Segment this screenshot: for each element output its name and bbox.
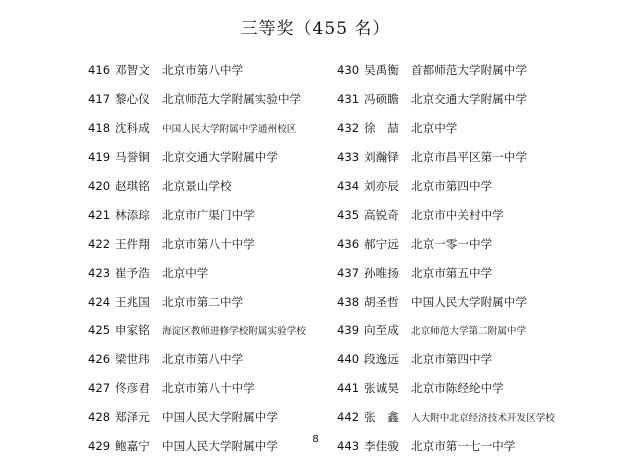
school-name: 海淀区教师进修学校附属实验学校 (162, 326, 306, 338)
student-name: 王件翔 (115, 236, 150, 251)
student-name: 申家铭 (115, 323, 150, 338)
school-name: 北京市第五中学 (411, 265, 493, 280)
award-entry (88, 258, 333, 287)
award-entry (88, 345, 333, 374)
student-name: 张诚昊 (364, 381, 399, 396)
entry-number: 419 (88, 150, 111, 165)
school-name: 北京师范大学附属实验中学 (162, 92, 302, 107)
entry-number: 428 (88, 410, 111, 425)
entry-number: 429 (88, 439, 111, 454)
school-name: 北京交通大学附属中学 (162, 150, 278, 165)
student-name: 马誉铜 (115, 150, 150, 165)
school-name: 北京市第八十中学 (162, 236, 255, 251)
entry-number: 430 (337, 63, 360, 78)
entry-number: 421 (88, 207, 111, 222)
entry-number: 432 (337, 121, 360, 136)
student-name: 刘亦辰 (364, 179, 399, 193)
student-name: 佟彦君 (115, 381, 150, 396)
award-entry (88, 143, 333, 172)
entry-number: 418 (88, 121, 111, 136)
award-list-right-column (337, 56, 602, 460)
page-number: 8 (312, 434, 319, 445)
student-name: 冯硕瞻 (364, 92, 399, 107)
student-name: 赵琪铭 (115, 179, 150, 193)
student-name: 鲍嘉宁 (115, 439, 150, 454)
award-entry (337, 114, 602, 143)
school-name: 北京市中关村中学 (411, 207, 504, 222)
school-name: 北京市第八十中学 (162, 381, 255, 396)
student-name: 黎心仪 (115, 92, 150, 107)
school-name: 北京市第八中学 (162, 352, 244, 367)
student-name: 李佳骏 (364, 439, 399, 454)
student-name: 孙唯扬 (364, 265, 399, 280)
school-name: 中国人民大学附属中学 (411, 294, 527, 309)
student-name: 梁世玮 (115, 352, 150, 367)
entry-number: 420 (88, 179, 111, 193)
award-entry (88, 200, 333, 229)
award-entry (337, 403, 602, 432)
entry-number: 424 (88, 294, 111, 309)
school-name: 北京市陈经纶中学 (411, 381, 504, 396)
award-entry (88, 287, 333, 316)
entry-number: 443 (337, 439, 360, 454)
school-name: 北京中学 (162, 265, 209, 280)
award-list-left-column (88, 56, 333, 460)
entry-number: 440 (337, 352, 360, 367)
student-name: 郑泽元 (115, 410, 150, 425)
award-entry (88, 56, 333, 85)
student-name: 王兆国 (115, 294, 150, 309)
entry-number: 431 (337, 92, 360, 107)
entry-number: 435 (337, 207, 360, 222)
award-entry (88, 316, 333, 345)
school-name: 北京市第一七一中学 (411, 439, 516, 454)
school-name: 中国人民大学附属中学通州校区 (162, 124, 297, 136)
page-title: 三等奖（455 名） (240, 19, 391, 39)
award-entry (337, 287, 602, 316)
award-entry (88, 172, 333, 201)
entry-number: 425 (88, 323, 111, 338)
entry-number: 433 (337, 150, 360, 165)
student-name: 沈科成 (115, 121, 150, 136)
entry-number: 438 (337, 294, 360, 309)
student-name: 段逸远 (364, 352, 399, 367)
school-name: 北京交通大学附属中学 (411, 92, 527, 107)
school-name: 北京市第四中学 (411, 179, 493, 193)
award-entry (337, 200, 602, 229)
award-entry (88, 229, 333, 258)
student-name: 徐 喆 (364, 121, 399, 136)
school-name: 北京市广渠门中学 (162, 207, 255, 222)
school-name: 北京中学 (411, 121, 458, 136)
award-entry (88, 114, 333, 143)
student-name: 张 鑫 (364, 410, 399, 425)
award-entry (337, 143, 602, 172)
school-name: 北京市第八中学 (162, 63, 244, 78)
student-name: 刘瀚铎 (364, 150, 399, 165)
award-entry (337, 258, 602, 287)
entry-number: 426 (88, 352, 111, 367)
school-name: 北京景山学校 (162, 179, 232, 193)
school-name: 北京市第二中学 (162, 294, 244, 309)
entry-number: 422 (88, 236, 111, 251)
award-entry (337, 374, 602, 403)
school-name: 北京市第四中学 (411, 352, 493, 367)
school-name: 人大附中北京经济技术开发区学校 (411, 413, 555, 425)
entry-number: 436 (337, 236, 360, 251)
student-name: 高锐奇 (364, 207, 399, 222)
entry-number: 416 (88, 63, 111, 78)
school-name: 中国人民大学附属中学 (162, 439, 278, 454)
student-name: 邓智文 (115, 63, 150, 78)
award-entry (337, 56, 602, 85)
award-entry (88, 374, 333, 403)
school-name: 北京师范大学第二附属中学 (411, 326, 527, 338)
entry-number: 439 (337, 323, 360, 338)
student-name: 崔予浩 (115, 265, 150, 280)
student-name: 向至成 (364, 323, 399, 338)
award-entry (337, 229, 602, 258)
entry-number: 441 (337, 381, 360, 396)
entry-number: 427 (88, 381, 111, 396)
entry-number: 423 (88, 265, 111, 280)
student-name: 郝宁远 (364, 236, 399, 251)
entry-number: 434 (337, 179, 360, 193)
student-name: 胡圣哲 (364, 294, 399, 309)
school-name: 中国人民大学附属中学 (162, 410, 278, 425)
award-entry (337, 172, 602, 201)
award-entry (88, 85, 333, 114)
award-entry (337, 85, 602, 114)
award-entry (337, 345, 602, 374)
entry-number: 442 (337, 410, 360, 425)
student-name: 林添琮 (115, 207, 150, 222)
entry-number: 417 (88, 92, 111, 107)
award-entry (337, 316, 602, 345)
entry-number: 437 (337, 265, 360, 280)
school-name: 北京市昌平区第一中学 (411, 150, 527, 165)
school-name: 首都师范大学附属中学 (411, 63, 527, 78)
student-name: 吴禹衡 (364, 63, 399, 78)
school-name: 北京一零一中学 (411, 236, 493, 251)
award-entry (88, 403, 333, 432)
